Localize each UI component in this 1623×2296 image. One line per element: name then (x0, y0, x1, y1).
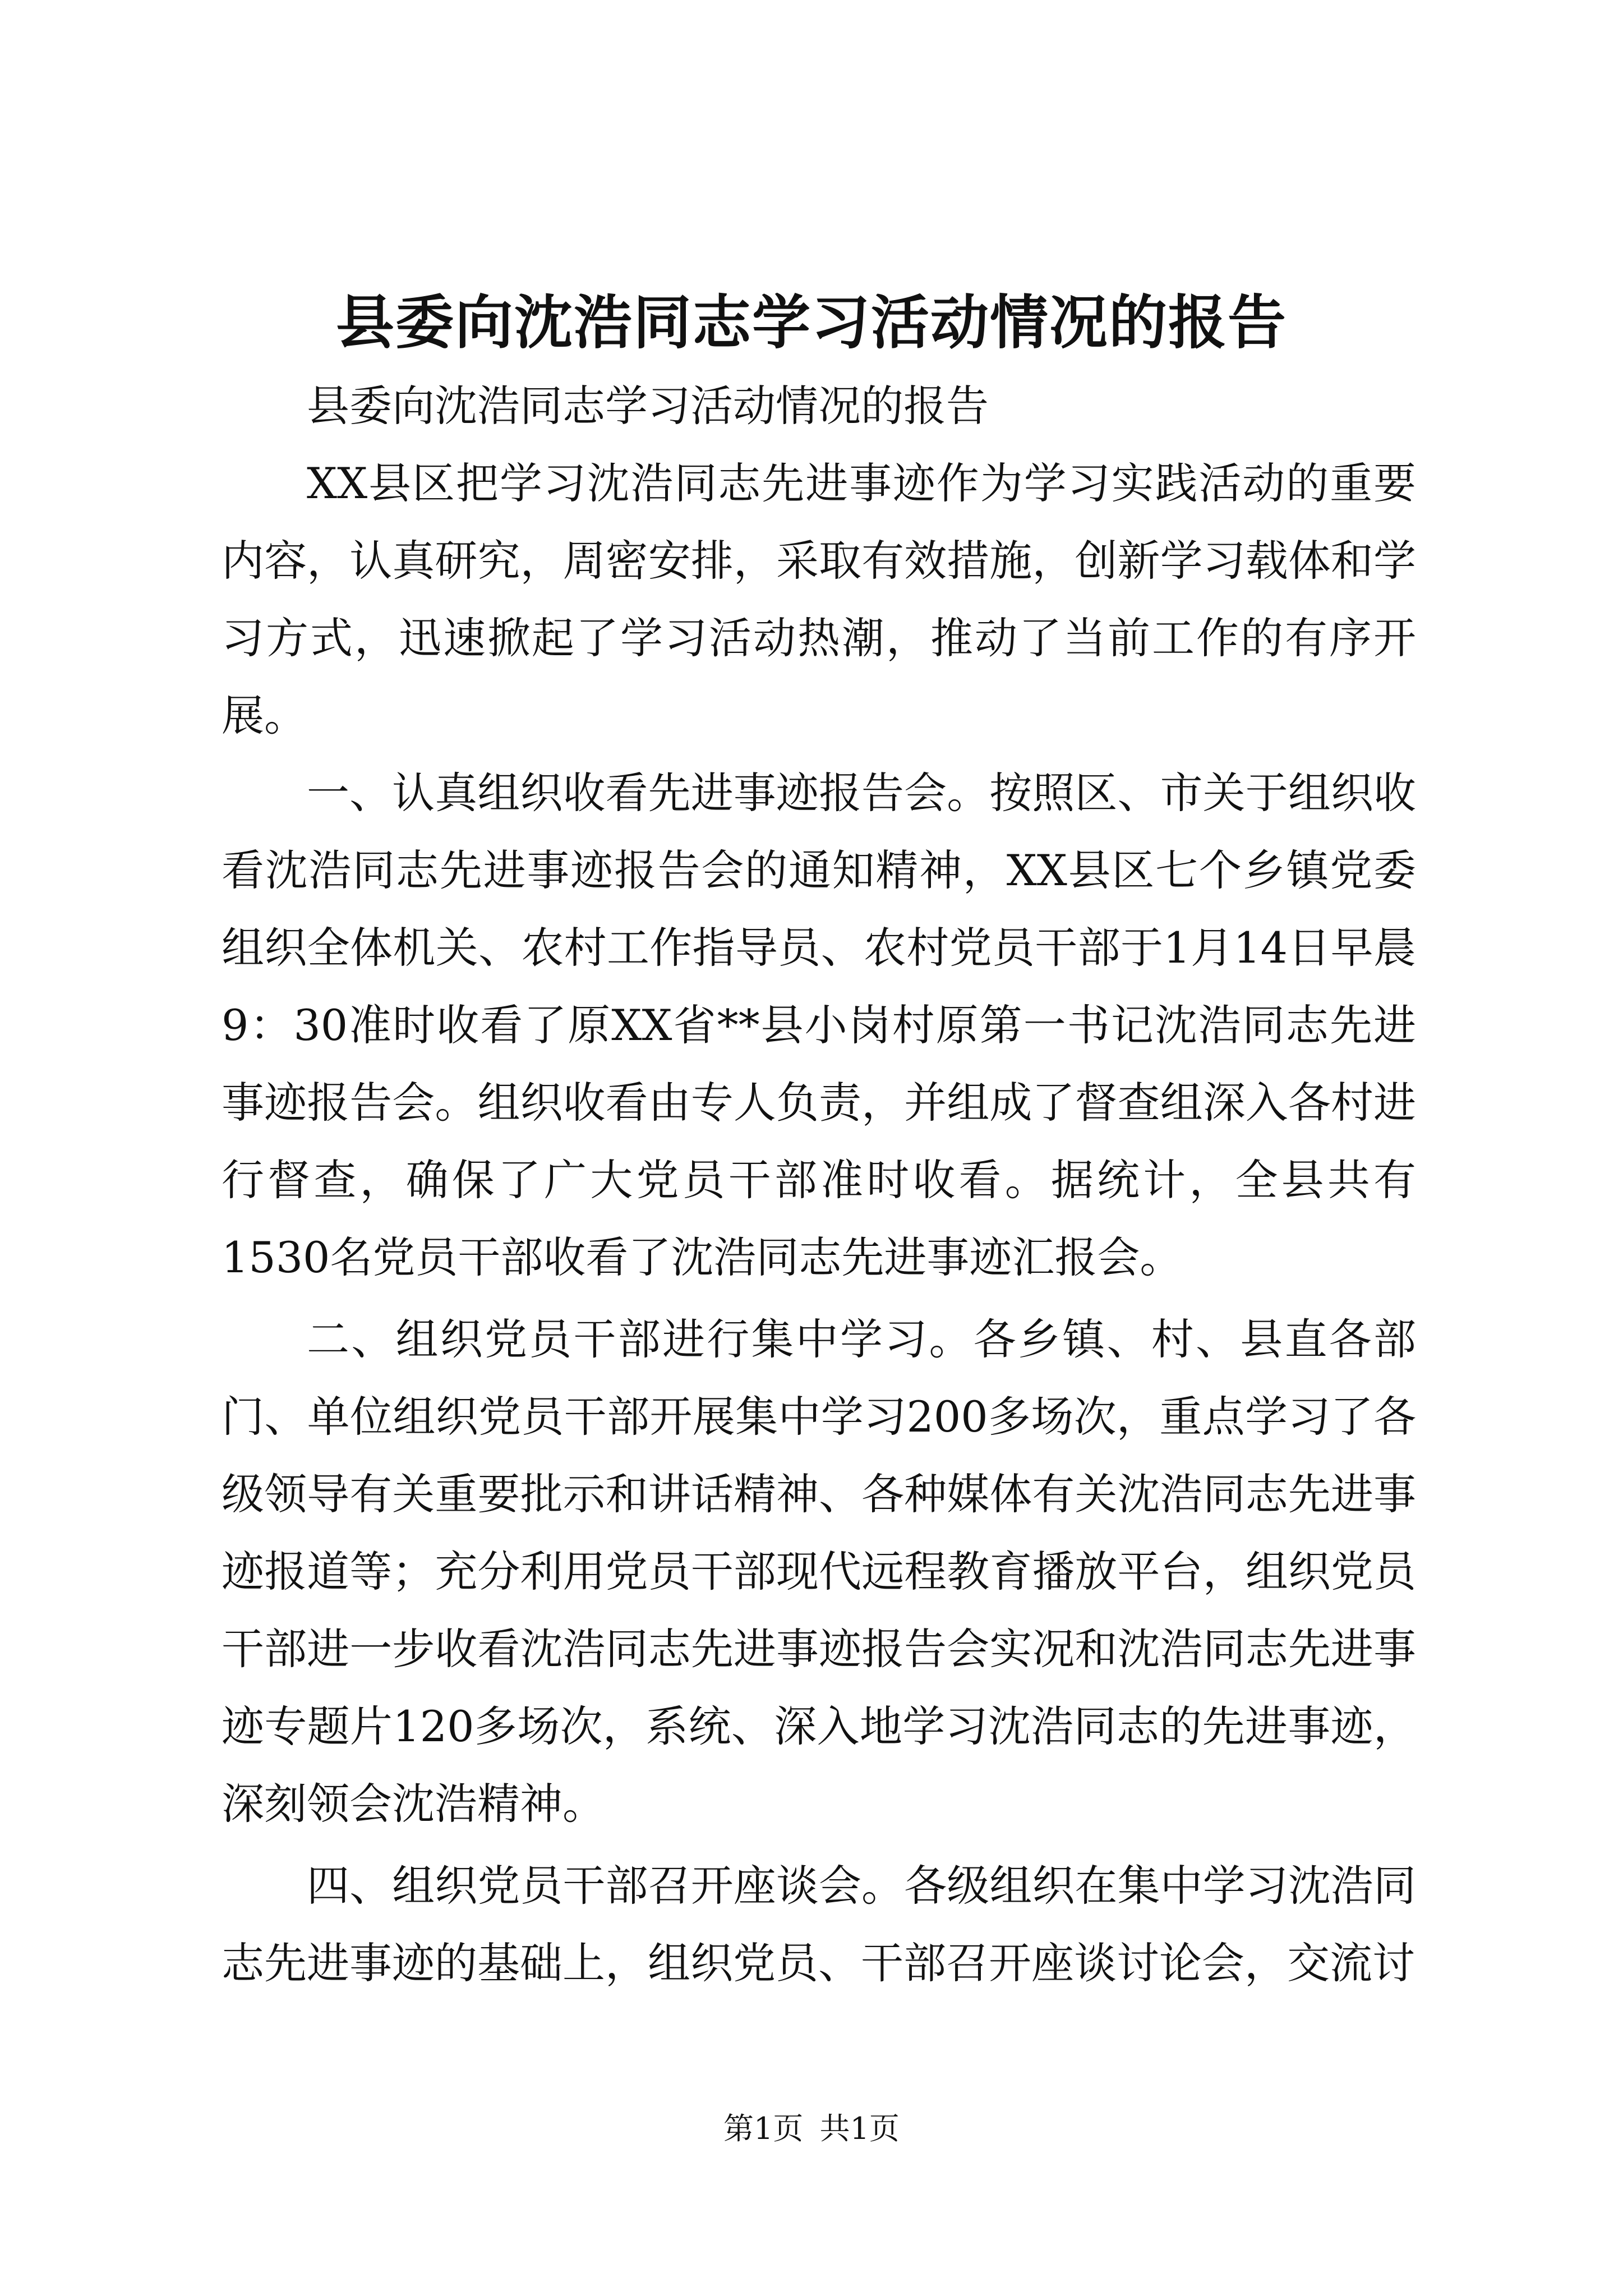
paragraph-subtitle: 县委向沈浩同志学习活动情况的报告 (307, 381, 989, 431)
paragraph-section-four: 四、组织党员干部召开座谈会。各级组织在集中学习沈浩同志先进事迹的基础上，组织党员、干部召开座谈讨论会，交流讨 (222, 1861, 1416, 1988)
paragraph-intro: XX县区把学习沈浩同志先进事迹作为学习实践活动的重要内容，认真研究，周密安排，采取有效措施，创新学习载体和学习方式，迅速掀起了学习活动热潮，推动了当前工作的有序开展。 (222, 458, 1416, 740)
page-footer (0, 2109, 1623, 2148)
page-number: 第1页 (723, 2111, 804, 2146)
paragraph-section-one: 一、认真组织收看先进事迹报告会。按照区、市关于组织收看沈浩同志先进事迹报告会的通知精神，XX县区七个乡镇党委组织全体机关、农村工作指导员、农村党员干部于1月14日早晨9：30准时收看了原XX省**县小岗村原第一书记沈浩同志先进事迹报告会。组织收看由专人负责，并组成了督查组深入各村进行督查，确保了广大党员干部准时收看。据统计，全县共有1530名党员干部收看了沈浩同志先进事迹汇报会。 (222, 768, 1416, 1282)
paragraph-section-two: 二、组织党员干部进行集中学习。各乡镇、村、县直各部门、单位组织党员干部开展集中学习200多场次，重点学习了各级领导有关重要批示和讲话精神、各种媒体有关沈浩同志先进事迹报道等；充分利用党员干部现代远程教育播放平台，组织党员干部进一步收看沈浩同志先进事迹报告会实况和沈浩同志先进事迹专题片120多场次，系统、深入地学习沈浩同志的先进事迹，深刻领会沈浩精神。 (222, 1314, 1416, 1829)
document-title: 县委向沈浩同志学习活动情况的报告 (335, 288, 1287, 357)
page-total: 共1页 (819, 2111, 900, 2146)
document-body (222, 367, 1416, 2002)
